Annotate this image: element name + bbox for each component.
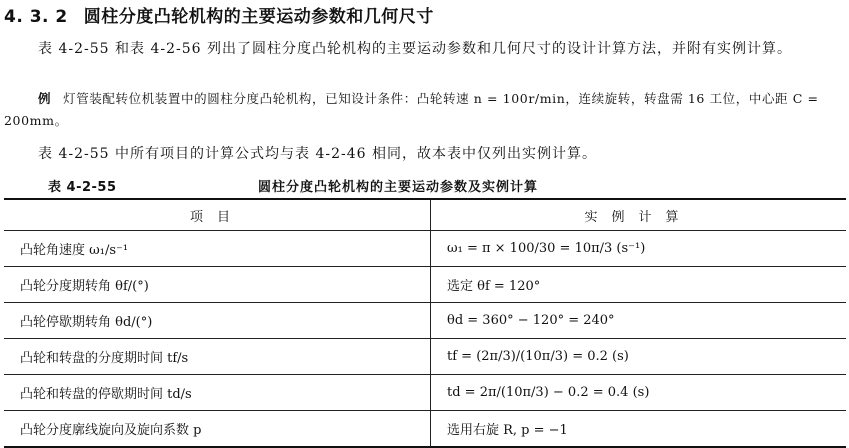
row-item: 凸轮和转盘的分度期时间 tf/s xyxy=(4,339,431,375)
table-row xyxy=(4,267,846,303)
row-item: 凸轮分度期转角 θf/(°) xyxy=(4,267,431,303)
row-item: 凸轮分度廓线旋向及旋向系数 p xyxy=(4,411,431,448)
row-item: 凸轮和转盘的停歇期时间 td/s xyxy=(4,375,431,411)
example-paragraph xyxy=(4,88,840,132)
example-label: 例 xyxy=(38,91,52,106)
row-calc: td = 2π/(10π/3) − 0.2 = 0.4 (s) xyxy=(431,375,847,411)
table-row xyxy=(4,375,846,411)
row-item: 凸轮停歇期转角 θd/(°) xyxy=(4,303,431,339)
intro-paragraph: 表 4-2-55 和表 4-2-56 列出了圆柱分度凸轮机构的主要运动参数和几何尺寸的设计计算方法，并附有实例计算。 xyxy=(38,41,792,57)
table-number: 表 4-2-55 xyxy=(48,180,117,195)
header-calc: 实例计算 xyxy=(431,199,847,231)
row-item: 凸轮角速度 ω₁/s⁻¹ xyxy=(4,231,431,267)
row-calc: 选用右旋 R, p = −1 xyxy=(431,411,847,448)
row-calc: ω₁ = π × 100/30 = 10π/3 (s⁻¹) xyxy=(431,231,847,267)
table-row xyxy=(4,339,846,375)
row-calc: 选定 θf = 120° xyxy=(431,267,847,303)
section-number: 4. 3. 2 xyxy=(4,7,68,27)
row-calc: θd = 360° − 120° = 240° xyxy=(431,303,847,339)
row-calc: tf = (2π/3)/(10π/3) = 0.2 (s) xyxy=(431,339,847,375)
parameters-table xyxy=(4,198,846,448)
section-title: 圆柱分度凸轮机构的主要运动参数和几何尺寸 xyxy=(83,7,434,27)
section-heading xyxy=(4,2,434,27)
table-row xyxy=(4,303,846,339)
table-row xyxy=(4,231,846,267)
table-title: 圆柱分度凸轮机构的主要运动参数及实例计算 xyxy=(258,180,539,195)
note-paragraph: 表 4-2-55 中所有项目的计算公式均与表 4-2-46 相同，故本表中仅列出实例计算。 xyxy=(38,146,597,162)
header-item: 项目 xyxy=(4,199,431,231)
table-header-row xyxy=(4,199,846,231)
example-text: 灯管装配转位机装置中的圆柱分度凸轮机构，已知设计条件：凸轮转速 n = 100r/min，连续旋转，转盘需 16 工位，中心距 C = 200mm。 xyxy=(4,91,819,128)
